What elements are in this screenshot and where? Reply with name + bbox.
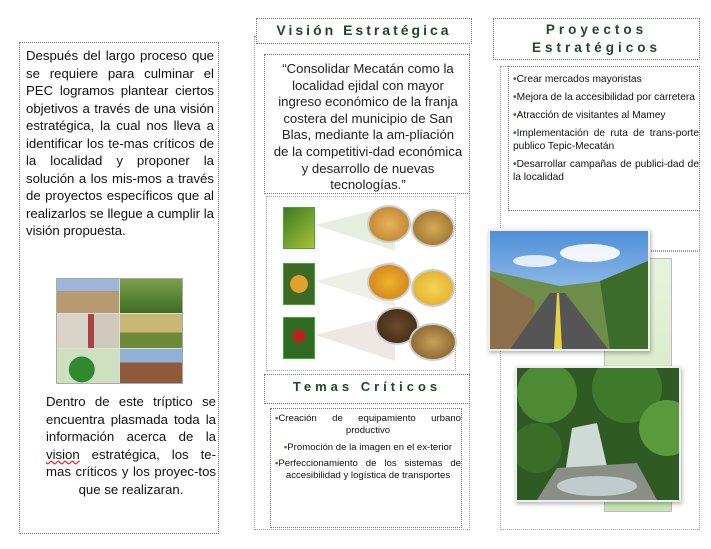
collage-photo-field bbox=[120, 279, 182, 313]
products-graphic bbox=[266, 196, 456, 371]
left-panel bbox=[19, 42, 219, 534]
project-item-text: Crear mercados mayoristas bbox=[516, 74, 642, 85]
product-row-mango bbox=[281, 259, 451, 313]
critical-item-text: Promoción de la imagen en el ex-terior bbox=[287, 441, 453, 453]
list-item bbox=[513, 158, 699, 184]
collage-photo-green-tractor bbox=[57, 349, 119, 383]
projects-list-box bbox=[508, 66, 700, 211]
dried-banana-dish bbox=[367, 205, 411, 243]
projects-title bbox=[494, 21, 699, 57]
project-item-text: Desarrollar campañas de publici-dad de la localidad bbox=[513, 159, 699, 183]
collage-photo-town bbox=[57, 279, 119, 313]
vision-quote: “Consolidar Mecatán como la localidad ejidal con mayor ingreso económico de la franja costera del municipio de San Blas, mediante la am-pliación de la competitivi-dad económica y desarrollo de nuevas tecnologías.” bbox=[273, 61, 463, 193]
waterfall-photo bbox=[515, 366, 681, 502]
list-item bbox=[513, 91, 699, 104]
photo-collage bbox=[56, 278, 183, 384]
project-item-text: Implementación de ruta de trans-porte publico Tepic-Mecatán bbox=[513, 128, 699, 152]
list-item bbox=[513, 73, 699, 86]
product-row-coffee bbox=[281, 313, 451, 367]
collage-photo-building bbox=[57, 314, 119, 348]
vision-title-box bbox=[256, 18, 472, 44]
banana-chips-dish bbox=[411, 209, 455, 247]
list-item bbox=[275, 442, 461, 454]
waterfall-photo-graphic bbox=[517, 368, 679, 500]
critical-title: Temas Críticos bbox=[292, 379, 442, 394]
outro-misspelled-word: vision bbox=[46, 446, 80, 462]
vision-title: Visión Estratégica bbox=[276, 22, 452, 38]
bullet: • bbox=[513, 159, 517, 170]
project-item-text: Mejora de la accesibilidad por carretera bbox=[516, 92, 695, 103]
projects-title-line2: Estratégicos bbox=[531, 40, 662, 55]
outro-text-end: estratégica, los te-mas críticos y los proyec-tos que se realizaran. bbox=[46, 446, 216, 497]
bullet: • bbox=[275, 413, 279, 424]
bullet: • bbox=[513, 128, 517, 139]
critical-list bbox=[275, 413, 461, 486]
bullet: • bbox=[283, 441, 288, 453]
collage-photo-tractor bbox=[120, 314, 182, 348]
product-row-banana bbox=[281, 203, 451, 257]
critical-title-box bbox=[264, 374, 470, 404]
critical-list-box bbox=[270, 408, 462, 528]
project-item-text: Atracción de visitantes al Mamey bbox=[516, 110, 666, 121]
bullet: • bbox=[513, 74, 517, 85]
bullet: • bbox=[513, 110, 517, 121]
outro-text-start: Dentro de este tríptico se encuentra plasmada toda la información acerca de la bbox=[46, 394, 216, 444]
coffee-plant-image bbox=[283, 317, 315, 359]
list-item bbox=[513, 109, 699, 122]
list-item bbox=[513, 127, 699, 153]
mango-fruit-image bbox=[283, 263, 315, 305]
collage-photo-harvest bbox=[120, 349, 182, 383]
mango-jam-dish bbox=[367, 263, 411, 301]
road-landscape-photo bbox=[488, 229, 650, 351]
list-item bbox=[275, 458, 461, 483]
banana-plant-image bbox=[283, 207, 315, 249]
road-photo-graphic bbox=[490, 231, 648, 349]
bullet: • bbox=[513, 92, 517, 103]
list-item bbox=[275, 413, 461, 438]
coffee-products-dish bbox=[409, 323, 457, 361]
vision-quote-box bbox=[264, 54, 470, 194]
critical-item-text: Creación de equipamiento urbano productivo bbox=[278, 413, 461, 437]
projects-list bbox=[513, 73, 699, 189]
projects-title-box bbox=[493, 18, 700, 60]
mango-sweet-dish bbox=[411, 269, 455, 307]
intro-paragraph: Después del largo proceso que se requiere para culminar el PEC logramos plantear ciertos objetivos a través de una visión estratégica, la cual nos lleva a identificar los te-mas críticos de la localidad y proponer la solución a los mis-mos a través de proyectos específicos que al realizarlos se llegue a cumplir la visión propuesta. bbox=[26, 48, 214, 238]
critical-item-text: Perfeccionamiento de los sistemas de accesibilidad y logística de transportes bbox=[278, 457, 461, 482]
outro-paragraph bbox=[46, 393, 216, 498]
projects-title-line1: Proyectos bbox=[545, 22, 648, 37]
bullet: • bbox=[275, 457, 279, 469]
